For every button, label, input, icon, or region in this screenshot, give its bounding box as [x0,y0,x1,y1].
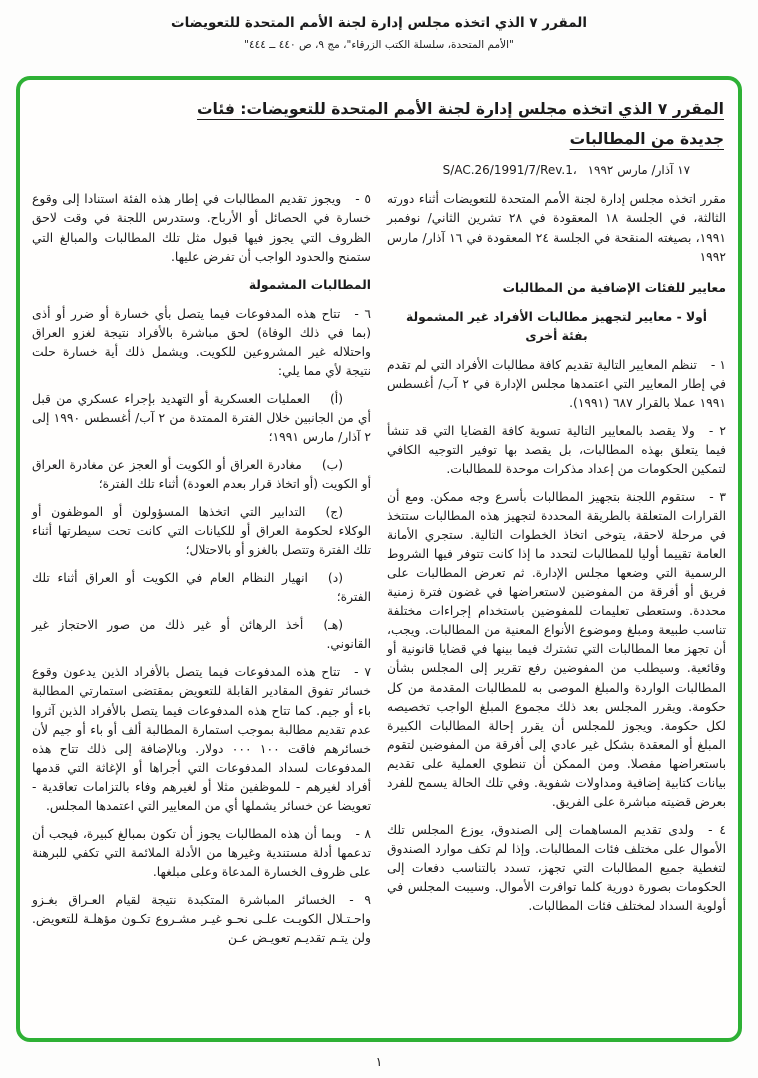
list-item-h [32,616,371,654]
document-date: ١٧ آذار/ مارس ١٩٩٢ [587,163,691,178]
list-item-a [32,390,371,447]
paragraph-9 [32,891,371,948]
list-item-d [32,569,371,607]
document-title-line-2: جديدة من المطالبات [569,130,724,149]
two-column-body [32,190,726,957]
paragraph-6-text: تتاح هذه المدفوعات فيما يتصل بأي خسارة أو ضرر أو أذى (بما في ذلك الوفاة) لحق مباشرة بالأفراد نتيجة لغزو العراق واحتلاله غير المشروعين للكويت. ويشمل ذلك أية خسارة حلت نتيجة لأي مما يلي: [32,306,371,378]
paragraph-5-number: ٥ - [355,192,371,207]
column-left [32,190,371,957]
list-item-b [32,456,371,494]
paragraph-2 [387,422,726,479]
paragraph-7-number: ٧ - [354,665,371,680]
document-symbol: S/AC.26/1991/7/Rev.1، [442,163,577,178]
paragraph-7-text: تتاح هذه المدفوعات فيما يتصل بالأفراد الذين يدعون وقوع خسائر تفوق المقادير القابلة للتعويض بمقتضى استمارتي المطالبة باء أو جيم. كما تتاح هذه المدفوعات فيما يتصل بالأفراد الذين آثروا عدم تقديم مطالبة بموجب استمارة المطالبة ألف أو باء أو جيم لأن خسائرهم فاقت ١٠٠ ٠٠٠ دولار. وبالإضافة إلى ذلك تتاح هذه المدفوعات لسداد المدفوعات التي أجراها أو الإغاثة التي قدمها أفراد لغيرهم - للموظفين مثلا أو لغيرهم وفاء بالتزامات تعاقدية - تعويضا عن خسائر يشملها أي من المعايير التي اعتمدها المجلس. [32,665,371,813]
document-title-line-1: المقرر ٧ الذي اتخذه مجلس إدارة لجنة الأمم المتحدة للتعويضات: فئات [196,100,724,118]
list-item-b-text: مغادرة العراق أو الكويت أو العجز عن مغادرة العراق أو الكويت (أو اتخاذ قرار بعدم العودة) أثناء تلك الفترة؛ [32,458,371,492]
list-item-j-label: (ج) [325,505,343,520]
document-title [34,94,724,154]
session-intro-paragraph: مقرر اتخذه مجلس إدارة لجنة الأمم المتحدة للتعويضات أثناء دورته الثالثة، في الجلسة ١٨ المعقودة في ٢٨ تشرين الثاني/ نوفمبر ١٩٩١، بصيغته المنقحة في الجلسة ٢٤ المعقودة في ١٦ آذار/ مارس ١٩٩٢ [387,192,726,264]
header-source-citation: "الأمم المتحدة، سلسلة الكتب الزرقاء"، مج ٩، ص ٤٤٠ ــ ٤٤٤" [244,39,514,52]
paragraph-1-number: ١ - [710,357,726,372]
page-header [0,0,758,51]
criteria-heading: معايير للفئات الإضافية من المطالبات [502,280,726,295]
header-title: المقرر ٧ الذي اتخذه مجلس إدارة لجنة الأمم المتحدة للتعويضات [171,15,587,31]
document-reference [407,163,726,177]
list-item-a-label: (أ) [329,391,343,406]
list-item-h-text: أخذ الرهائن أو غير ذلك من صور الاحتجاز غير القانوني. [32,618,371,652]
list-item-d-text: انهيار النظام العام في الكويت أو العراق أثناء تلك الفترة؛ [32,571,371,605]
column-right [387,190,726,925]
paragraph-3 [387,488,726,812]
paragraph-1-text: تنظم المعايير التالية تقديم كافة مطالبات الأفراد التي لم تقدم في إطار المعايير التي اعتمدها مجلس الإدارة في ٢ آب/ أغسطس ١٩٩١ عملا بالقرار ٦٨٧ (١٩٩١). [387,357,726,410]
paragraph-8 [32,825,371,882]
list-item-j-text: التدابير التي اتخذها المسؤولون أو الموظفون أو الوكلاء لحكومة العراق أو للكيانات التي كانت تحت سيطرتها أثناء تلك الفترة وتتصل بالغزو أو بالاحتلال؛ [32,505,371,558]
paragraph-9-text: الخسائر المباشرة المتكبدة نتيجة لقيام العـراق بغـزو واحـتـلال الكويـت علـى نحـو غيـر مشـروع تكـون مؤهلـة للتعويض. ولن يتـم تقديـم تعويـض عـن [32,892,371,946]
paragraph-7 [32,663,371,815]
paragraph-4-number: ٤ - [708,822,726,837]
list-item-b-label: (ب) [321,458,343,472]
paragraph-4-text: ولدى تقديم المساهمات إلى الصندوق، يوزع المجلس تلك الأموال على مختلف فئات المطالبات. وإذا لم تكف موارد الصندوق لتغطية جميع المطالبات التي تجهز، تسدد بالتناسب دفعات إلى الحكومات بصورة دورية كلما توافرت الأموال. وسيبت المجلس في أولوية السداد لمختلف فئات المطالبات. [387,822,726,914]
paragraph-8-number: ٨ - [355,826,371,841]
paragraph-2-text: ولا يقصد بالمعايير التالية تسوية كافة القضايا التي قد تنشأ فيما يتعلق بهذه المطالبات، بل يقصد بها توفير التوجيه الكافي لتمكين الحكومات من إعداد مذكرات موحدة للمطالبات. [387,423,726,476]
claims-covered-heading: المطالبات المشمولة [248,277,371,292]
paragraph-1 [387,356,726,413]
list-item-h-label: (هـ) [323,618,343,633]
list-item-d-label: (د) [327,571,343,586]
paragraph-3-number: ٣ - [709,490,726,505]
paragraph-5-text: ويجوز تقديم المطالبات في إطار هذه الفئة استنادا إلى وقوع خسارة في الحصائل أو الأرباح. وستدرس اللجنة في وقت لاحق الظروف التي يجوز فيها قبول مثل تلك المطالبات والمبالغ التي ستمنح والحدود الواجب أن تفرض عليها. [32,192,371,264]
page-number: ١ [375,1054,383,1069]
paragraph-3-text: ستقوم اللجنة بتجهيز المطالبات بأسرع وجه ممكن. ومع أن القرارات المتعلقة بالطريقة المحددة لتجهيز هذه المطالبات ستتخذ في مرحلة لاحقة، يتوخى اتخاذ الخطوات التالية. ستجري الأمانة العامة تقييما أوليا للمطالبات لتحدد ما إذا كانت تتوفر فيها الشروط الرسمية التي وضعها مجلس الإدارة. ثم تعرض المطالبات على فريق أو أفرقة من المفوضين لاستعراضها في غضون فترة زمنية محددة. وستعطى تعليمات للمفوضين باستخدام إجراءات مختلفة تناسب طبيعة ومبلغ وموضوع الأنواع المعنية من المطالبات. ويجب، أن تجهز معا المطالبات التي تشترك فيما بينها في قضايا قانونية أو وقائعية. وسيطلب من المفوضين رفع تقرير إلى المجلس بشأن المطالبات الواردة والمبلغ الموصى به للمطالبات المقدمة من كل حكومة. ويقرر المجلس بعد ذلك مجموع المبلغ الواجب تخصيصه لكل حكومة. ويجوز للمجلس أن يقرر إحالة المطالبات الكبيرة المبلغ أو المعقدة بشكل غير عادي إلى أفرقة من المفوضين لتقوم باستعراضها مفصلا. ومن الممكن أن تنطوي العملية على تقديم بيانات كتابية إضافية ومداولات شفوية. وفي تلك الحالة يسمح للفرد بعرض قضيته مباشرة على الفريق. [387,490,726,809]
paragraph-2-number: ٢ - [708,423,726,438]
document-frame [16,76,742,1042]
list-item-j [32,503,371,560]
paragraph-8-text: وبما أن هذه المطالبات يجوز أن تكون بمبالغ كبيرة، فيجب أن تدعمها أدلة مستندية وغيرها من الأدلة الملائمة التي تكفي للبرهنة على ظروف الخسارة المدعاة وعلى مبلغها. [32,826,371,879]
section-one-heading: أولا - معايير لتجهيز مطالبات الأفراد غير المشمولة بفئة أخرى [406,309,707,343]
paragraph-5 [32,190,371,266]
paragraph-9-number: ٩ - [349,892,371,907]
list-item-a-text: العمليات العسكرية أو التهديد بإجراء عسكري من قبل أي من الجانبين خلال الفترة الممتدة من ٢ آب/ أغسطس ١٩٩٠ إلى ٢ آذار/ مارس ١٩٩١؛ [32,391,371,444]
paragraph-6 [32,305,371,381]
paragraph-6-number: ٦ - [354,306,371,321]
paragraph-4 [387,821,726,916]
